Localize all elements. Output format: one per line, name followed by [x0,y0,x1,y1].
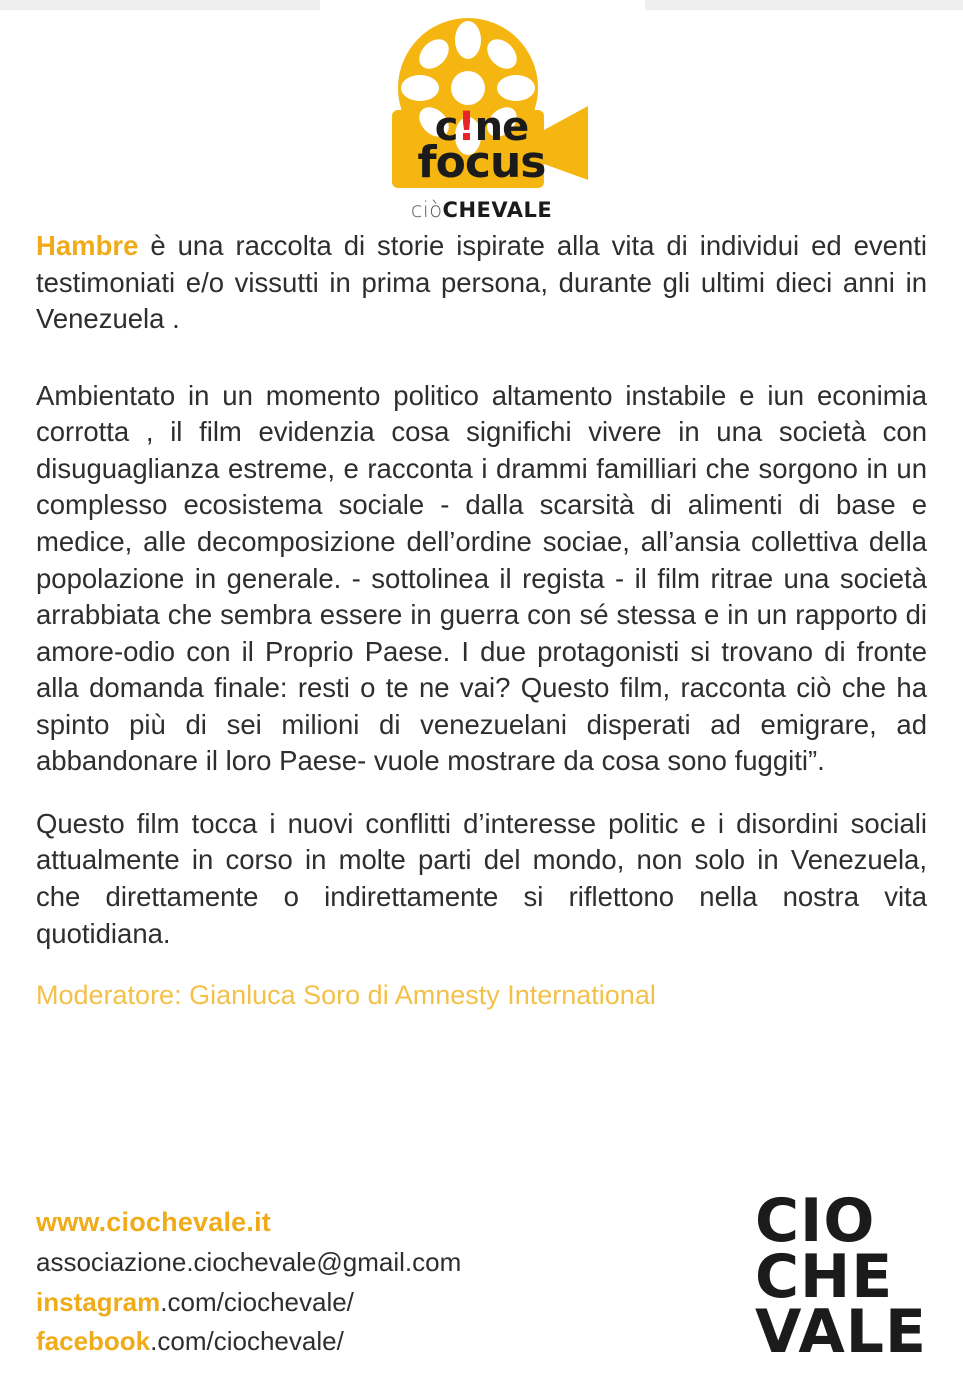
film-title-highlight: Hambre [36,230,139,261]
logo-exclamation-icon: ! [457,104,475,150]
logo-subtitle-bold: CHEVALE [442,198,553,222]
cinefocus-logo [362,14,602,194]
facebook-path-text: .com/ciochevale/ [150,1326,344,1357]
paragraph-themes: Questo film tocca i nuovi conflitti d’interesse politic e i disordini sociali attualmente in corso in molte parti del mondo, non solo in Venezuela, che direttamente o indirettamente si riflettono nella nostra vita quotidiana. [36,807,927,949]
facebook-brand-text: facebook [36,1326,151,1357]
logo-cine-text: c!ne [434,104,529,150]
top-right-edge-strip [645,0,963,10]
email-link[interactable]: associazione.ciochevale@gmail.com [36,1247,462,1278]
moderator-line: Moderatore: Gianluca Soro di Amnesty International [36,980,656,1011]
poster-body [0,222,963,952]
facebook-link[interactable] [36,1322,461,1362]
top-left-edge-strip [0,0,320,10]
paragraph-intro-rest: è una raccolta di storie ispirate alla vita di individui ed eventi testimoniati e/o vissutti in prima persona, durante gli ultimi dieci anni in Venezuela . [36,230,927,335]
mark-line-cio: CIO [754,1186,876,1257]
paragraph-synopsis: Ambientato in un momento politico altamento instabile e iun econimia corrotta , il film evidenzia cosa significhi vivere in una società con disuguaglianza estreme, e racconta i drammi familliari che sorgono in un complesso ecosistema sociale - dalla scarsità di alimenti di base e medice, alle decomposizione dell’ordine sociae, all’ansia collettiva della popolazione in generale. - sottolinea il regista - il film ritrae una società arrabbiata che sembra essere in guerra con sé stessa e in un rapporto di amore-odio con il Proprio Paese. I due protagonisti si trovano di fronte alla domanda finale: resti o te ne vai? Questo film, racconta ciò che ha spinto più di sei milioni di venezuelani disperati ad emigrare, ad abbandonare il loro Paese- vuole mostrare da cosa sono fuggiti”. [36,379,927,777]
mark-line-vale: VALE [754,1296,927,1367]
poster-footer [0,1186,963,1367]
website-link[interactable]: www.ciochevale.it [36,1207,271,1238]
poster-header [0,0,963,222]
instagram-brand-text: instagram [36,1286,161,1317]
contact-block [36,1202,461,1362]
instagram-link[interactable] [36,1283,461,1323]
paragraph-intro [36,228,927,338]
logo-subtitle [411,198,552,222]
instagram-path-text: .com/ciochevale/ [160,1286,354,1317]
mark-line-che: CHE [754,1241,894,1312]
ciochevale-logo-mark [754,1186,927,1367]
logo-wordmark [362,104,602,189]
logo-subtitle-thin: ciò [410,198,443,222]
logo-focus-text: focus [417,137,546,189]
